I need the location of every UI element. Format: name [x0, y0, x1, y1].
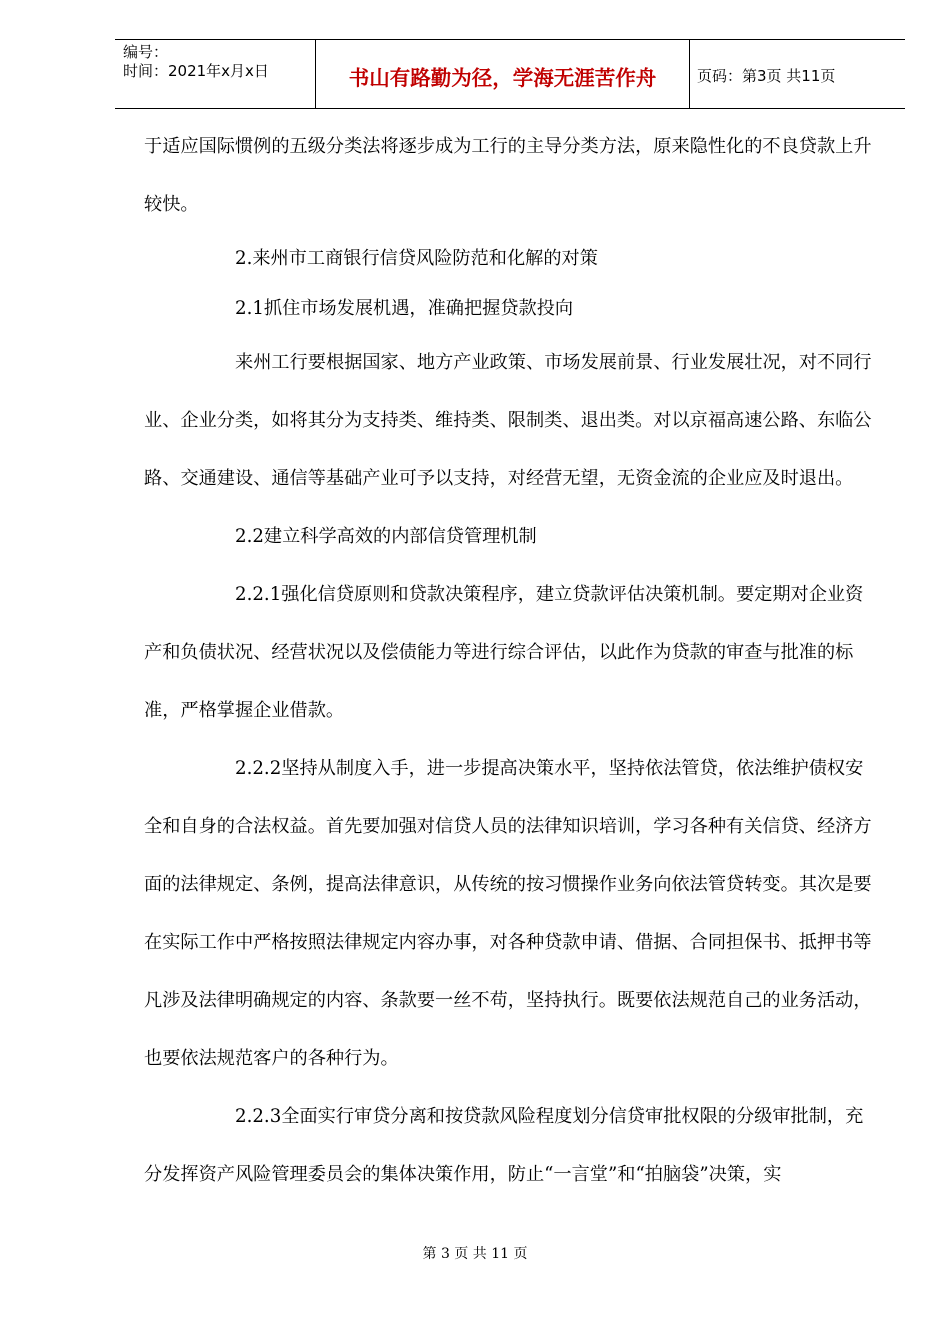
- document-time-label: 时间：2021年x月x日: [123, 62, 269, 80]
- page-header: [115, 39, 905, 109]
- section-heading: 2.1抓住市场发展机遇，准确把握贷款投向: [235, 298, 574, 319]
- section-heading: 2.2建立科学高效的内部信贷管理机制: [235, 526, 537, 547]
- section-heading: 2.来州市工商银行信贷风险防范和化解的对策: [235, 248, 598, 269]
- header-motto: 书山有路勤为径，学海无涯苦作舟: [316, 40, 690, 108]
- page-footer: 第 3 页 共 11 页: [422, 1246, 528, 1262]
- paragraph: 2.2.3全面实行审贷分离和按贷款风险程度划分信贷审批权限的分级审批制，充分发挥资产风险管理委员会的集体决策作用，防止“一言堂”和“拍脑袋”决策，实: [144, 1106, 864, 1185]
- document-body: [144, 118, 872, 1204]
- paragraph: 来州工行要根据国家、地方产业政策、市场发展前景、行业发展壮况，对不同行业、企业分类，如将其分为支持类、维持类、限制类、退出类。对以京福高速公路、东临公路、交通建设、通信等基础产业可予以支持，对经营无望，无资金流的企业应及时退出。: [144, 352, 872, 489]
- header-page-label: 页码：第3页 共11页: [697, 67, 836, 85]
- paragraph: 2.2.2坚持从制度入手，进一步提高决策水平，坚持依法管贷，依法维护债权安全和自身的合法权益。首先要加强对信贷人员的法律知识培训，学习各种有关信贷、经济方面的法律规定、条例，提高法律意识，从传统的按习惯操作业务向依法管贷转变。其次是要在实际工作中严格按照法律规定内容办事，对各种贷款申请、借据、合同担保书、抵押书等凡涉及法律明确规定的内容、条款要一丝不苟，坚持执行。既要依法规范自己的业务活动，也要依法规范客户的各种行为。: [144, 758, 872, 1069]
- header-meta: [115, 40, 316, 108]
- document-number-label: 编号：: [123, 43, 169, 61]
- paragraph: 于适应国际惯例的五级分类法将逐步成为工行的主导分类方法，原来隐性化的不良贷款上升较快。: [144, 136, 872, 215]
- paragraph: 2.2.1强化信贷原则和贷款决策程序，建立贷款评估决策机制。要定期对企业资产和负债状况、经营状况以及偿债能力等进行综合评估，以此作为贷款的审查与批准的标准，严格掌握企业借款。: [144, 584, 864, 721]
